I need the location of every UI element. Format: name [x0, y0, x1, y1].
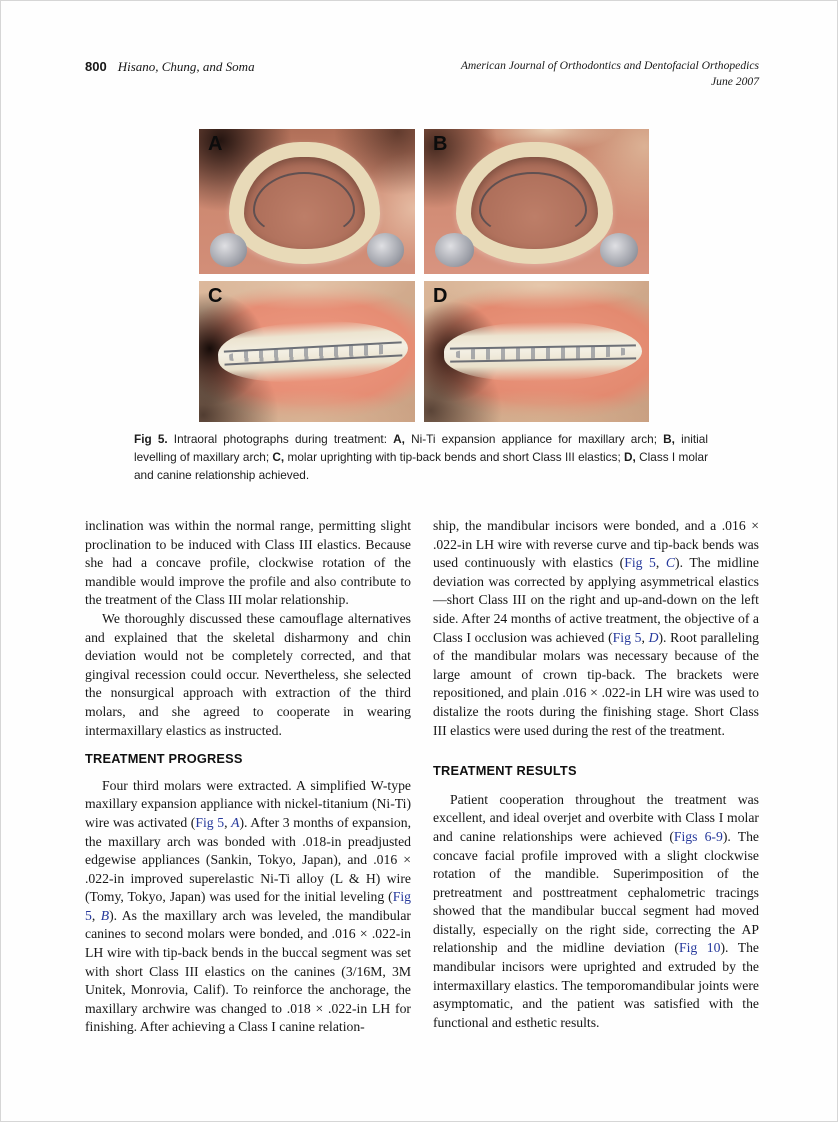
paragraph	[85, 777, 411, 1037]
running-header-right	[461, 58, 759, 90]
running-header	[85, 58, 759, 90]
text-segment: A,	[393, 432, 405, 446]
panel-label-b: B	[433, 133, 448, 155]
figure-caption	[134, 430, 708, 484]
text-segment: We thoroughly discussed these camouflage alternatives and explained that the skeletal disharmony and chin deviation would not be completely corrected, and that gingival recession could occur. Nevertheless, she selected the nonsurgical approach with extraction of the third molars, and she agreed to cooperate in wearing intermaxillary elastics as instructed.	[85, 610, 411, 738]
text-segment: ,	[641, 629, 649, 645]
figure-panel-b-photo	[424, 129, 649, 274]
text-segment: D,	[624, 450, 636, 464]
column-left	[85, 517, 411, 1037]
section-heading: TREATMENT RESULTS	[433, 763, 577, 779]
text-segment: ). The mandibular incisors were uprighted and extruded by the intermaxillary elastics. The temporomandibular joints were asymptomatic, and the patient was satisfied with the functional and esthetic results.	[433, 940, 759, 1030]
text-segment: Intraoral photographs during treatment:	[167, 432, 394, 446]
text-segment: B,	[663, 432, 675, 446]
page-number: 800	[85, 59, 107, 74]
molar-band-shape	[367, 233, 404, 266]
text-segment: Fig 5.	[134, 432, 168, 446]
figure-panel-d-photo	[424, 281, 649, 422]
paragraph	[433, 517, 759, 740]
molar-band-shape	[210, 233, 247, 266]
figure-reference[interactable]: C	[665, 555, 676, 571]
lingual-wire-shape	[479, 172, 586, 238]
text-segment: molar uprighting with tip-back bends and short Class III elastics;	[284, 450, 625, 464]
text-segment: ). The midline deviation was corrected by applying asymmetrical elastics—short Class III on the right and up-and-down on the left side. After 24 months of active treatment, the objective of a Class I occlusion was achieved (	[433, 555, 759, 645]
figure-panel-c-photo	[199, 281, 415, 422]
text-segment: ). The concave facial profile improved with a slight clockwise rotation of the mandible. Superimposition of the pretreatment and posttreatment cephalometric tracings showed that the mandibular buccal segment had moved distally, especially on the right side, correcting the AP relationship and the midline deviation (	[433, 828, 759, 956]
text-segment: Class I molar and canine relationship achieved.	[134, 450, 708, 482]
molar-band-shape	[600, 233, 638, 266]
text-segment: Ni-Ti expansion appliance for maxillary arch;	[404, 432, 664, 446]
paragraph	[433, 791, 759, 1033]
text-segment: ,	[224, 814, 232, 830]
column-right	[433, 517, 759, 1037]
figure-reference[interactable]: A	[231, 814, 240, 830]
section-heading: TREATMENT PROGRESS	[85, 751, 243, 767]
expansion-wire-shape	[253, 172, 355, 238]
journal-title: American Journal of Orthodontics and Dentofacial Orthopedics	[460, 59, 759, 72]
text-segment: inclination was within the normal range, permitting slight proclination to be induced with Class III elastics. Because she had a concave profile, clockwise rotation of the mandible would improve the profile and also contribute to the treatment of the Class III molar relationship.	[85, 518, 411, 608]
figure-reference[interactable]: Figs 6-9	[673, 828, 723, 844]
text-segment: Four third molars were extracted. A simplified W-type maxillary expansion appliance with nickel-titanium (Ni-Ti) wire was activated (	[85, 777, 411, 830]
text-segment: Patient cooperation throughout the treatment was excellent, and ideal overjet and overbite with Class I molar and canine relationships were achieved (	[433, 791, 759, 844]
text-segment: ). Root paralleling of the mandibular molars was necessary because of the large amount of crown tip-back. The brackets were repositioned, and plain .016 × .022-in LH wire was used to distalize the roots during the finishing stage. Short Class III elastics were used during the rest of the treatment.	[433, 629, 760, 738]
panel-label-a: A	[208, 133, 223, 155]
text-segment: ,	[655, 555, 666, 571]
figure-reference[interactable]: Fig 5	[85, 889, 411, 923]
paragraph	[85, 517, 411, 610]
text-segment: C,	[272, 450, 285, 464]
panel-label-d: D	[433, 285, 448, 307]
figure-reference[interactable]: Fig 5	[612, 629, 642, 645]
journal-issue: June 2007	[711, 75, 759, 88]
teeth-band-shape	[217, 317, 410, 386]
text-segment: ). As the maxillary arch was leveled, the mandibular canines to second molars were bonded, and .016 × .022-in LH wire with tip-back bends in the buccal segment was set with short Class III elastics on the canines (3/16M, 3M Unitek, Monrovia, Calif). To reinforce the anchorage, the maxillary archwire was changed to .018 × .022-in LH for finishing. After achieving a Class I canine relation-	[85, 907, 411, 1035]
teeth-band-shape	[444, 320, 643, 383]
running-header-left	[85, 58, 255, 76]
article-body	[85, 517, 759, 1037]
maxillary-arch-shape	[456, 142, 614, 264]
panel-label-c: C	[208, 285, 223, 307]
running-authors: Hisano, Chung, and Soma	[117, 59, 255, 74]
molar-band-shape	[435, 233, 473, 266]
figure-5-montage	[199, 129, 649, 422]
text-segment: ship, the mandibular incisors were bonded, and a .016 × .022-in LH wire with reverse curve and tip-back bends was used continuously with elastics (	[433, 518, 759, 571]
figure-reference[interactable]: Fig 10	[679, 940, 721, 956]
paragraph	[85, 610, 411, 740]
figure-panel-a-photo	[199, 129, 415, 274]
figure-reference[interactable]: Fig 5	[624, 555, 656, 571]
figure-reference[interactable]: B	[100, 907, 110, 923]
maxillary-arch-shape	[229, 142, 380, 264]
text-segment: initial levelling of maxillary arch;	[134, 432, 708, 464]
text-segment: ,	[91, 907, 101, 923]
figure-reference[interactable]: Fig 5	[195, 814, 225, 830]
figure-reference[interactable]: D	[648, 629, 659, 645]
text-segment: ). After 3 months of expansion, the maxillary arch was bonded with .018-in preadjusted edgewise appliances (Sankin, Tokyo, Japan), and .016 × .022-in improved superelastic Ni-Ti alloy (L & H) wire (Tomy, Tokyo, Japan) was used for the initial leveling (	[85, 814, 412, 905]
